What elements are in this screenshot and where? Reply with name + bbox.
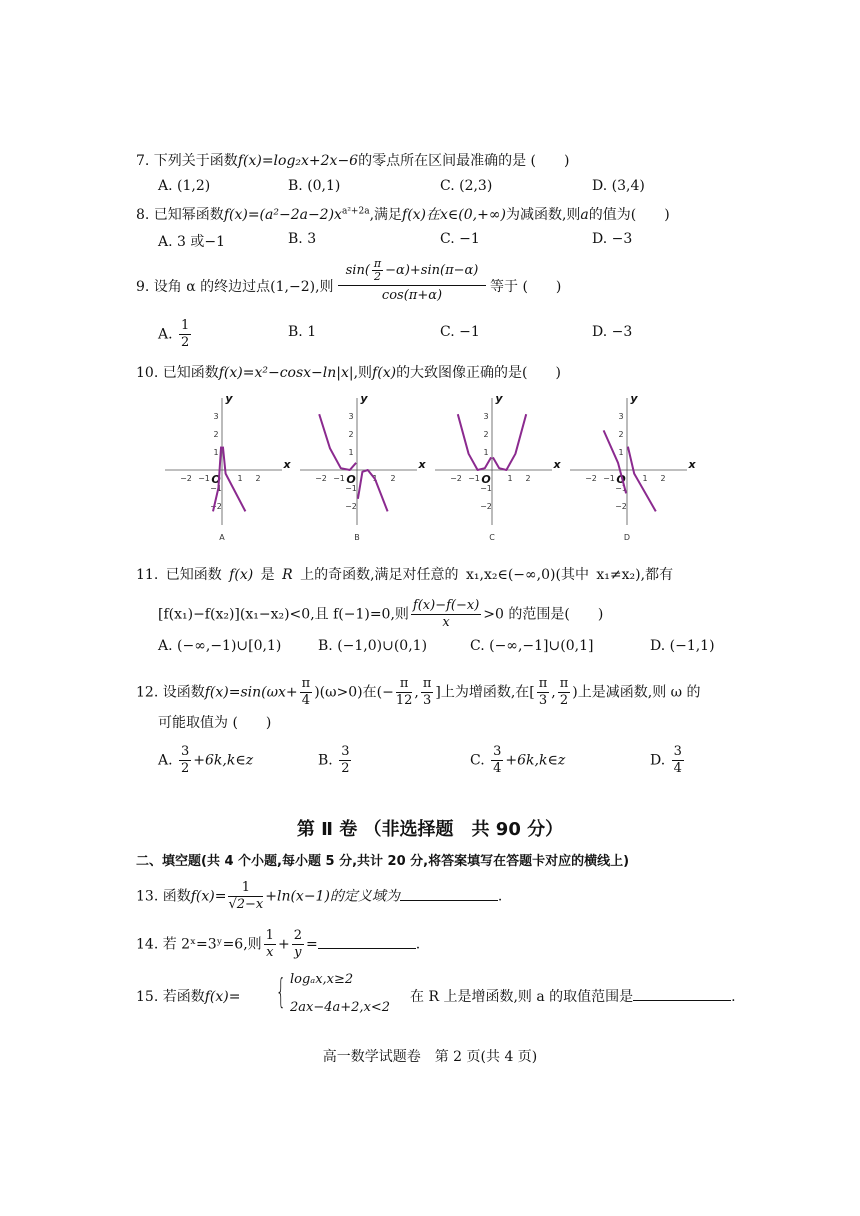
q9-text-b: 等于 ( ): [490, 279, 562, 295]
q12-frac-1-n: π: [301, 676, 311, 691]
q8-condition: f(x)在x∈(0,+∞): [402, 207, 506, 223]
q13-answer-blank[interactable]: [400, 886, 498, 901]
question-15-stem: [136, 986, 240, 1006]
section-2-instructions: 二、填空题(共 4 个小题,每小题 5 分,共计 20 分,将答案填写在答题卡对应的横线上): [136, 854, 630, 869]
q14-frac-1-num: 1: [265, 928, 274, 943]
graph-x-tick-label: 1: [237, 474, 243, 483]
graph-x-tick-label: −2: [585, 474, 597, 483]
q13-text-a: 13. 函数: [136, 888, 191, 905]
graph-x-label: x: [418, 458, 426, 471]
q14-text-a: 14. 若 2ˣ=3ʸ=6,则: [136, 936, 262, 953]
graph-x-tick-label: −1: [603, 474, 615, 483]
q11-option-a: A. (−∞,−1)∪[0,1): [158, 638, 282, 654]
q12-option-a-tail: +6k,k∈z: [193, 752, 254, 769]
q9-option-a-num: 1: [181, 318, 190, 333]
graph-y-tick-label: 2: [348, 430, 354, 439]
q7-text-a: 7. 下列关于函数: [136, 153, 238, 169]
q12-frac-4-n: π: [538, 676, 548, 691]
q12-text-c: ,: [414, 684, 419, 701]
graph-y-tick-label: −1: [345, 484, 357, 493]
q11-line2-b: >0 的范围是( ): [483, 606, 604, 623]
q9-option-a-den: 2: [181, 335, 190, 350]
q12-option-b-label: B.: [318, 752, 333, 769]
graph-curve: [493, 414, 526, 470]
q13-end: .: [497, 888, 503, 905]
q8-text-d: 的值为( ): [588, 207, 670, 223]
q13-frac: [228, 880, 263, 913]
q9-numerator: [338, 258, 486, 286]
q11-option-b: B. (−1,0)∪(0,1): [318, 638, 428, 654]
question-7-stem: [136, 150, 569, 170]
q11-fx: f(x): [229, 567, 254, 583]
q7-option-b: B. (0,1): [288, 178, 341, 194]
graph-y-label: y: [495, 392, 503, 405]
q9-option-c: C. −1: [440, 324, 480, 340]
q13-function: f(x)=: [190, 888, 227, 905]
q14-answer-blank[interactable]: [318, 934, 416, 949]
q12-option-a: [158, 744, 253, 777]
q11-option-c: C. (−∞,−1]∪(0,1]: [470, 638, 594, 654]
graph-y-tick-label: −2: [615, 502, 627, 511]
q15-function: f(x)=: [204, 989, 241, 1005]
q11-text-c: 上的奇函数,满足对任意的: [300, 567, 459, 583]
graph-x-tick-label: 1: [372, 474, 378, 483]
q13-frac-den: √2−x: [228, 897, 264, 912]
q7-function: f(x)=log₂x+2x−6: [237, 153, 359, 169]
q12-frac-4: [537, 676, 550, 709]
q14-plus: +: [277, 936, 290, 953]
q11-R: R: [282, 567, 293, 583]
q12-option-d: [650, 744, 686, 777]
q8-exponent: a²+2a: [341, 206, 370, 217]
question-12-line-2: 可能取值为 ( ): [158, 715, 272, 731]
question-11-line-1: [136, 564, 673, 584]
q7-text-b: 的零点所在区间最准确的是 ( ): [358, 153, 570, 169]
q8-option-d: D. −3: [592, 231, 633, 247]
q12-frac-4-d: 3: [538, 693, 548, 708]
graph-x-tick-label: −1: [198, 474, 210, 483]
q12-text-b: )(ω>0)在(−: [314, 684, 394, 701]
q9-option-a-frac: [179, 318, 191, 351]
q9-fraction: [338, 258, 486, 303]
q15-tail: [410, 986, 736, 1006]
q12-option-b: [318, 744, 353, 777]
q10-function: f(x)=x²−cosx−ln|x|: [218, 365, 354, 381]
graph-y-tick-label: −1: [480, 484, 492, 493]
graph-y-tick-label: −1: [615, 484, 627, 493]
q10-fx: f(x): [372, 365, 397, 381]
q12-frac-2-n: π: [396, 676, 413, 693]
q7-option-d: D. (3,4): [592, 178, 645, 194]
section-2-title: 第 Ⅱ 卷 （非选择题 共 90 分）: [296, 819, 564, 840]
graph-panel-label: D: [623, 533, 631, 542]
graph-x-tick-label: 1: [642, 474, 648, 483]
graph-origin-label: O: [211, 473, 221, 486]
graph-y-tick-label: −2: [480, 502, 492, 511]
q15-text-a: 15. 若函数: [136, 989, 205, 1005]
graph-x-tick-label: 2: [525, 474, 531, 483]
q12-option-a-num: 3: [181, 744, 190, 759]
q12-frac-2-d: 12: [395, 693, 413, 708]
graph-y-tick-label: 3: [213, 412, 219, 421]
graph-y-tick-label: −2: [345, 502, 357, 511]
q7-option-c: C. (2,3): [440, 178, 493, 194]
q12-option-c-tail: +6k,k∈z: [505, 752, 566, 769]
q12-option-b-num: 3: [341, 744, 350, 759]
graph-y-tick-label: 3: [483, 412, 489, 421]
graph-x-tick-label: 2: [255, 474, 261, 483]
q10-graphs: [160, 388, 700, 546]
graph-curve: [358, 470, 388, 511]
q8-text-b: ,满足: [369, 207, 403, 223]
q12-frac-5: [558, 676, 571, 709]
graph-y-tick-label: 1: [618, 448, 624, 457]
q15-brace: {: [276, 972, 286, 1012]
q8-option-b: B. 3: [288, 231, 317, 247]
graph-origin-label: O: [346, 473, 356, 486]
graph-origin-label: O: [616, 473, 626, 486]
graph-panel-label: C: [489, 533, 495, 542]
q11-text-d: x₁,x₂∈(−∞,0)(其中 x₁≠x₂),都有: [466, 567, 674, 583]
graph-x-tick-label: 2: [390, 474, 396, 483]
q12-frac-5-d: 2: [559, 693, 569, 708]
q9-num-a: sin(: [345, 263, 370, 278]
question-12-line-1: [136, 676, 701, 709]
q14-frac-1-den: x: [266, 945, 274, 960]
graph-x-tick-label: −2: [180, 474, 192, 483]
graph-curve: [458, 414, 491, 470]
graph-y-tick-label: 3: [618, 412, 624, 421]
q12-option-c: [470, 744, 565, 777]
q15-case-2: 2ax−4a+2,x<2: [290, 1000, 391, 1015]
q7-option-a: A. (1,2): [158, 178, 211, 194]
q11-frac: [411, 598, 481, 631]
graph-panel-label: A: [219, 533, 225, 542]
q10-text-c: 的大致图像正确的是( ): [396, 365, 561, 381]
q15-text-b: 在 R 上是增函数,则 a 的取值范围是: [410, 989, 634, 1005]
q12-frac-1-d: 4: [301, 693, 311, 708]
q11-text-b: 是: [260, 567, 275, 583]
q9-option-b: B. 1: [288, 324, 317, 340]
graph-x-tick-label: 1: [507, 474, 513, 483]
q15-case-1: logₐx,x≥2: [290, 972, 354, 987]
q14-equals: =: [305, 936, 318, 953]
q12-frac-3: [421, 676, 434, 709]
q10-text-b: ,则: [353, 365, 373, 381]
q8-variable: a: [580, 207, 589, 223]
graph-y-label: y: [225, 392, 233, 405]
q14-end: .: [415, 936, 421, 953]
q9-option-a-label: A.: [158, 326, 173, 343]
q11-frac-num: f(x)−f(−x): [412, 598, 480, 613]
graph-x-label: x: [553, 458, 561, 471]
page-footer: 高一数学试题卷 第 2 页(共 4 页): [322, 1049, 538, 1065]
q12-option-d-num: 3: [673, 744, 682, 759]
q9-option-a: [158, 318, 193, 351]
q11-frac-den: x: [442, 615, 450, 630]
graph-y-tick-label: 1: [483, 448, 489, 457]
q11-text-a: 11. 已知函数: [136, 567, 222, 583]
q14-frac-2-num: 2: [293, 928, 302, 943]
question-8-stem: [136, 204, 670, 224]
q14-frac-1: [264, 928, 276, 961]
q12-frac-3-n: π: [422, 676, 432, 691]
graph-y-tick-label: 2: [483, 430, 489, 439]
q12-text-f: )上是减函数,则 ω 的: [572, 684, 701, 701]
q12-text-d: ]上为增函数,在[: [435, 684, 535, 701]
graph-x-tick-label: 2: [660, 474, 666, 483]
q14-frac-2-den: y: [294, 945, 302, 960]
q13-frac-num: 1: [228, 880, 263, 897]
q12-text-e: ,: [551, 684, 556, 701]
q15-answer-blank[interactable]: [633, 986, 731, 1001]
graph-y-tick-label: 3: [348, 412, 354, 421]
q12-frac-1: [300, 676, 313, 709]
q9-num-frac: [372, 258, 383, 283]
graph-x-label: x: [688, 458, 696, 471]
graph-y-tick-label: 2: [618, 430, 624, 439]
q9-option-d: D. −3: [592, 324, 633, 340]
question-10-stem: [136, 362, 561, 382]
q12-option-a-label: A.: [158, 752, 173, 769]
question-14: [136, 928, 420, 961]
graph-y-tick-label: −2: [210, 502, 222, 511]
q11-line2-a: [f(x₁)−f(x₂)](x₁−x₂)<0,且 f(−1)=0,则: [158, 606, 409, 623]
q9-denominator: cos(π+α): [381, 288, 443, 303]
q8-text-c: 为减函数,则: [505, 207, 581, 223]
q12-function: f(x)=sin(ωx+: [204, 684, 298, 701]
graph-x-tick-label: −2: [450, 474, 462, 483]
q12-option-a-frac: [179, 744, 191, 777]
graph-curve: [319, 414, 356, 470]
q12-option-b-den: 2: [341, 761, 350, 776]
graph-y-tick-label: 1: [213, 448, 219, 457]
graph-x-tick-label: −1: [468, 474, 480, 483]
graph-x-label: x: [283, 458, 291, 471]
q12-frac-5-n: π: [559, 676, 569, 691]
q15-end: .: [731, 989, 736, 1005]
graph-origin-label: O: [481, 473, 491, 486]
q12-option-a-den: 2: [181, 761, 190, 776]
q9-text-a: 9. 设角 α 的终边过点(1,−2),则: [136, 279, 334, 295]
q12-frac-3-d: 3: [422, 693, 432, 708]
q8-option-a: A. 3 或−1: [158, 234, 226, 250]
q12-option-d-frac: [672, 744, 684, 777]
q8-option-c: C. −1: [440, 231, 480, 247]
q9-num-frac-d: 2: [374, 270, 382, 283]
q12-option-c-frac: [491, 744, 503, 777]
q12-option-d-label: D.: [650, 752, 666, 769]
q12-option-b-frac: [339, 744, 351, 777]
q8-text-a: 8. 已知幂函数: [136, 207, 224, 223]
q9-num-b: −α)+sin(π−α): [385, 263, 479, 278]
graph-x-tick-label: −2: [315, 474, 327, 483]
graph-y-label: y: [630, 392, 638, 405]
q13-text-b: +ln(x−1)的定义域为: [265, 888, 400, 905]
q12-frac-2: [396, 676, 413, 709]
graph-y-tick-label: −1: [210, 484, 222, 493]
graph-x-tick-label: −1: [333, 474, 345, 483]
graph-y-tick-label: 2: [213, 430, 219, 439]
question-13: [136, 880, 502, 913]
graph-y-tick-label: 1: [348, 448, 354, 457]
q10-text-a: 10. 已知函数: [136, 365, 219, 381]
q8-function: f(x)=(a²−2a−2)x: [223, 207, 342, 223]
q11-option-d: D. (−1,1): [650, 638, 715, 654]
graph-y-label: y: [360, 392, 368, 405]
q14-frac-2: [292, 928, 304, 961]
q12-option-c-den: 4: [493, 761, 502, 776]
q12-text-a: 12. 设函数: [136, 684, 205, 701]
question-11-line-2: [158, 598, 603, 631]
q12-option-c-num: 3: [493, 744, 502, 759]
q12-option-c-label: C.: [470, 752, 485, 769]
q9-num-frac-n: π: [373, 257, 382, 270]
graph-panel-label: B: [354, 533, 360, 542]
q12-option-d-den: 4: [673, 761, 682, 776]
question-9-stem: [136, 276, 334, 296]
